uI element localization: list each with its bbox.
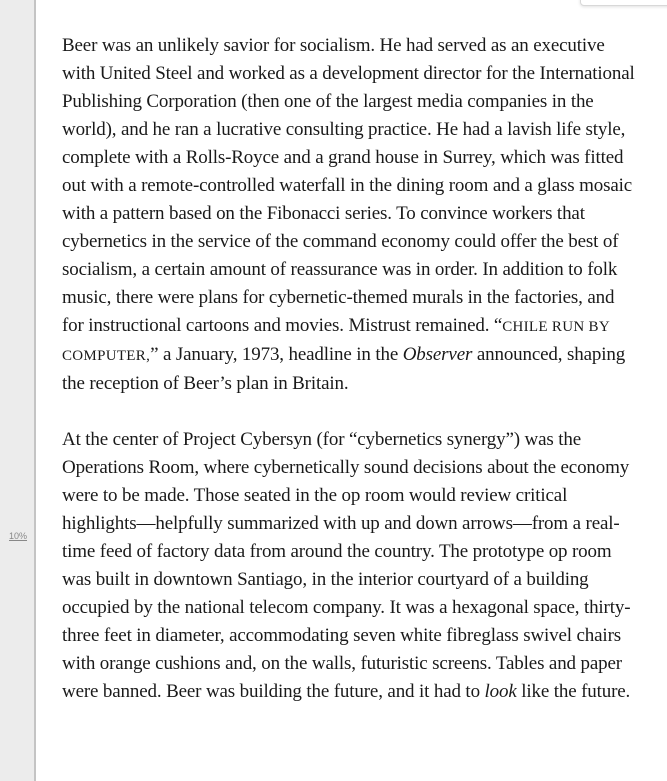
article-paragraph-2 xyxy=(62,426,640,706)
paragraph-1-text: Beer was an unlikely savior for socialism. He had served as an executive with United Steel and worked as a development director for the International Publishing Corporation (then one of the largest media companies in the world), and he ran a lucrative consulting practice. He had a lavish life style, complete with a Rolls-Royce and a grand house in Surrey, which was fitted out with a remote-controlled waterfall in the dining room and a glass mosaic with a pattern based on the Fibonacci series. To convince workers that cybernetics in the service of the command economy could offer the best of socialism, a certain amount of reassurance was in order. In addition to folk music, there were plans for cybernetic-themed murals in the factories, and for instructional cartoons and movies. Mistrust remained. “ xyxy=(62,35,635,336)
paragraph-2-text: At the center of Project Cybersyn (for “cybernetics synergy”) was the Operations Room, where cybernetically sound decisions about the economy were to be made. Those seated in the op room would review critical highlights—helpfully summarized with up and down arrows—from a real-time feed of factory data from around the country. The prototype op room was built in downtown Santiago, in the interior courtyard of a building occupied by the national telecom company. It was a hexagonal space, thirty-three feet in diameter, accommodating seven white fibreglass swivel chairs with orange cushions and, on the walls, futuristic screens. Tables and paper were banned. Beer was building the future, and it had to xyxy=(62,429,631,702)
paragraph-1-text-cont: ” a January, 1973, headline in the xyxy=(150,344,403,365)
headline-smallcaps: CHILE RUN BY COMPUTER, xyxy=(62,319,610,364)
paragraph-2-text-end: like the future. xyxy=(516,681,631,702)
reading-progress-link[interactable]: 10% xyxy=(9,531,28,541)
top-panel-edge xyxy=(580,0,667,6)
article-paragraph-1 xyxy=(62,32,640,398)
emphasis-word: look xyxy=(484,681,517,702)
publication-name: Observer xyxy=(402,344,473,365)
reader-gutter xyxy=(0,0,36,781)
paragraph-1-text-end: announced, shaping the reception of Beer’s plan in Britain. xyxy=(62,344,626,394)
article-body xyxy=(62,32,640,734)
